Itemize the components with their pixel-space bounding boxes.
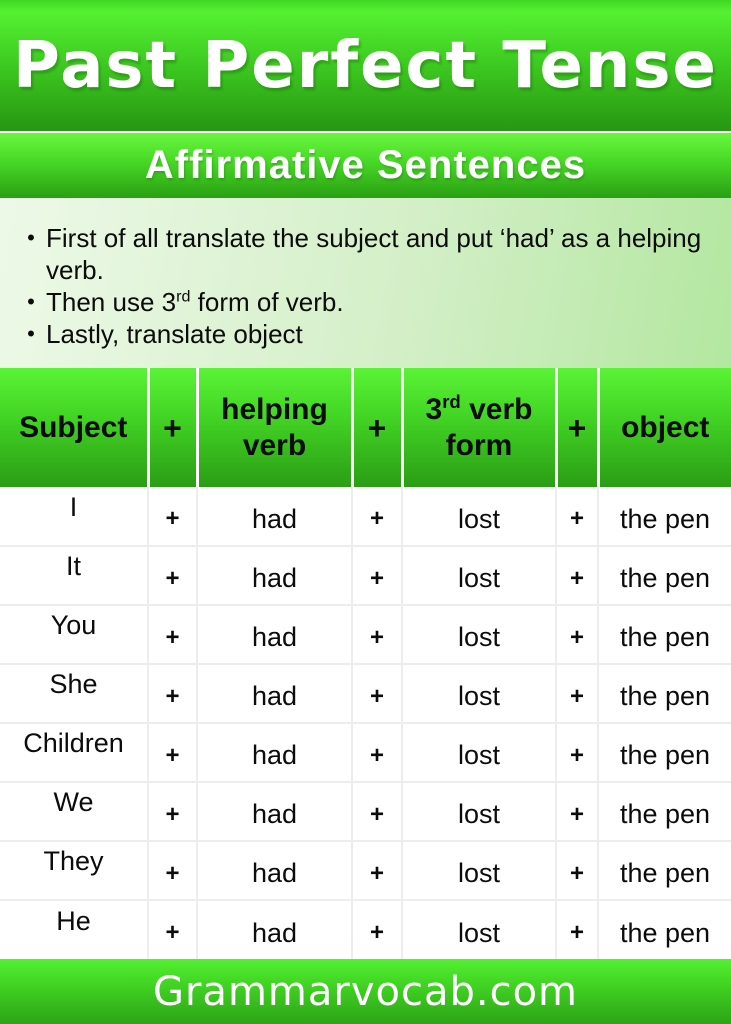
table-header-row <box>0 368 731 487</box>
helping-verb-cell: had <box>197 900 352 959</box>
helping-verb-cell: had <box>197 605 352 664</box>
table-row <box>0 487 731 546</box>
plus-cell: + <box>148 782 197 841</box>
object-cell: the pen <box>598 723 731 782</box>
subtitle-banner <box>0 133 731 198</box>
poster-title: Past Perfect Tense <box>13 28 718 103</box>
instructions-list <box>16 222 711 350</box>
object-cell: the pen <box>598 782 731 841</box>
subject-cell: I <box>0 487 148 546</box>
instruction-item <box>16 318 711 350</box>
plus-cell: + <box>556 487 598 546</box>
object-cell: the pen <box>598 605 731 664</box>
plus-cell: + <box>556 841 598 900</box>
instruction-item <box>16 286 711 318</box>
object-cell: the pen <box>598 546 731 605</box>
instruction-item <box>16 222 711 286</box>
plus-cell: + <box>352 664 402 723</box>
instruction-text: Lastly, translate object <box>46 319 303 349</box>
header-cell-object: object <box>598 368 731 487</box>
poster-subtitle: Affirmative Sentences <box>144 143 587 187</box>
plus-cell: + <box>352 782 402 841</box>
table-body <box>0 487 731 959</box>
table-row <box>0 723 731 782</box>
conjugation-table <box>0 368 731 959</box>
table-row <box>0 900 731 959</box>
verb-form-cell: lost <box>402 487 556 546</box>
table-row <box>0 664 731 723</box>
verb-form-cell: lost <box>402 546 556 605</box>
plus-cell: + <box>556 782 598 841</box>
plus-cell: + <box>556 546 598 605</box>
header-cell-plus: + <box>556 368 598 487</box>
subject-cell: They <box>0 841 148 900</box>
footer-banner <box>0 959 731 1024</box>
header-cell-plus: + <box>148 368 197 487</box>
plus-cell: + <box>556 723 598 782</box>
instruction-text: First of all translate the subject and put ‘had’ as a helping verb. <box>46 223 702 285</box>
title-banner <box>0 0 731 131</box>
plus-cell: + <box>352 723 402 782</box>
bullet-icon: • <box>27 321 35 346</box>
helping-verb-cell: had <box>197 487 352 546</box>
table-row <box>0 841 731 900</box>
verb-form-cell: lost <box>402 605 556 664</box>
subject-cell: You <box>0 605 148 664</box>
header-cell-plus: + <box>352 368 402 487</box>
table-row <box>0 605 731 664</box>
plus-cell: + <box>556 664 598 723</box>
instruction-text: Then use 3rd form of verb. <box>46 287 344 317</box>
table-row <box>0 546 731 605</box>
bullet-icon: • <box>27 289 35 314</box>
plus-cell: + <box>352 900 402 959</box>
plus-cell: + <box>148 900 197 959</box>
table-header <box>0 368 731 487</box>
subject-cell: He <box>0 900 148 959</box>
object-cell: the pen <box>598 487 731 546</box>
plus-cell: + <box>352 605 402 664</box>
helping-verb-cell: had <box>197 723 352 782</box>
plus-cell: + <box>352 841 402 900</box>
verb-form-cell: lost <box>402 782 556 841</box>
helping-verb-cell: had <box>197 841 352 900</box>
verb-form-cell: lost <box>402 664 556 723</box>
subject-cell: It <box>0 546 148 605</box>
plus-cell: + <box>352 546 402 605</box>
plus-cell: + <box>556 605 598 664</box>
plus-cell: + <box>148 487 197 546</box>
helping-verb-cell: had <box>197 664 352 723</box>
header-cell-helping-verb: helping verb <box>197 368 352 487</box>
plus-cell: + <box>148 841 197 900</box>
verb-form-cell: lost <box>402 900 556 959</box>
helping-verb-cell: had <box>197 546 352 605</box>
instructions-section <box>0 198 731 368</box>
object-cell: the pen <box>598 900 731 959</box>
plus-cell: + <box>148 723 197 782</box>
plus-cell: + <box>556 900 598 959</box>
subject-cell: We <box>0 782 148 841</box>
plus-cell: + <box>148 546 197 605</box>
plus-cell: + <box>148 664 197 723</box>
plus-cell: + <box>148 605 197 664</box>
table-row <box>0 782 731 841</box>
subject-cell: Children <box>0 723 148 782</box>
bullet-icon: • <box>27 225 35 250</box>
header-cell-verb-form: 3rd verb form <box>402 368 556 487</box>
verb-form-cell: lost <box>402 841 556 900</box>
helping-verb-cell: had <box>197 782 352 841</box>
subject-cell: She <box>0 664 148 723</box>
website-url: Grammarvocab.com <box>152 968 579 1015</box>
header-cell-subject: Subject <box>0 368 148 487</box>
object-cell: the pen <box>598 841 731 900</box>
verb-form-cell: lost <box>402 723 556 782</box>
object-cell: the pen <box>598 664 731 723</box>
plus-cell: + <box>352 487 402 546</box>
